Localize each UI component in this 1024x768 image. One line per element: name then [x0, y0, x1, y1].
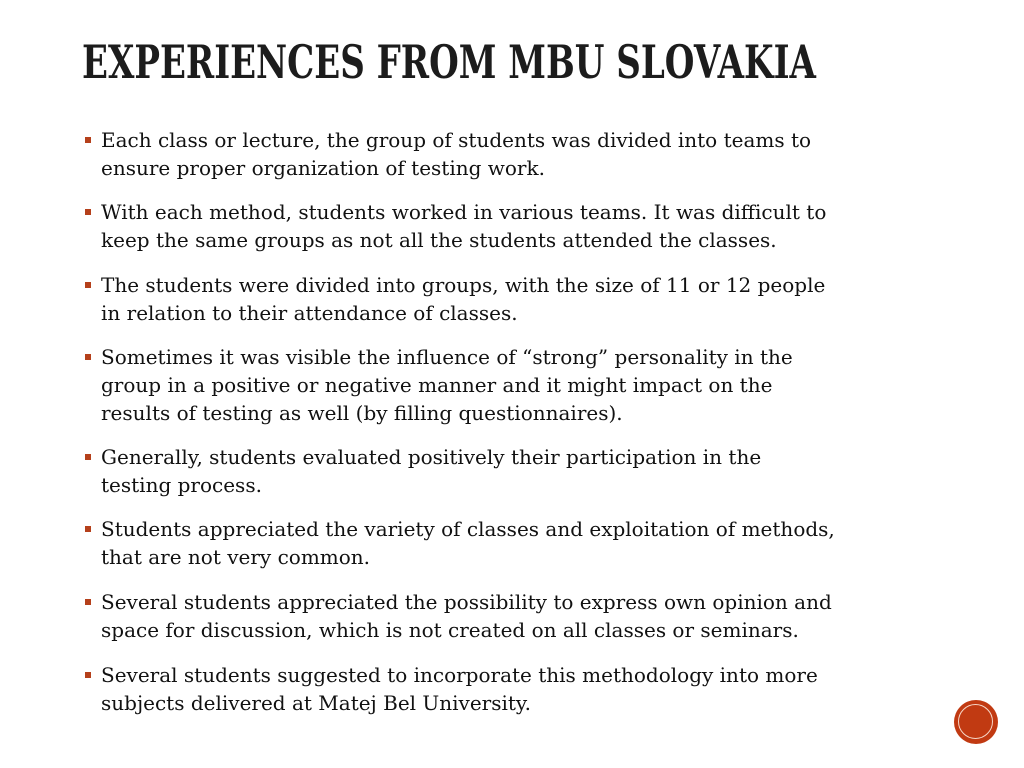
bullet-item [80, 515, 980, 571]
bullet-text-line: Generally, students evaluated positively their participation in the [101, 445, 762, 469]
bullet-text-line: Sometimes it was visible the influence of “strong” personality in the [101, 345, 793, 369]
bullet-text-line: space for discussion, which is not created on all classes or seminars. [101, 618, 799, 642]
bullet-item [80, 343, 980, 427]
square-bullet-icon [85, 354, 91, 360]
bullet-text-line: Several students appreciated the possibility to express own opinion and [101, 590, 832, 614]
slide-title: EXPERIENCES FROM MBU SLOVAKIA [82, 35, 816, 89]
bullet-item [80, 126, 980, 182]
square-bullet-icon [85, 454, 91, 460]
bullet-text-line: With each method, students worked in various teams. It was difficult to [101, 200, 827, 224]
bullet-item [80, 588, 980, 644]
square-bullet-icon [85, 672, 91, 678]
bullet-text-line: results of testing as well (by filling questionnaires). [101, 401, 623, 425]
bullet-text-line: group in a positive or negative manner and it might impact on the [101, 373, 773, 397]
bullet-text-line: that are not very common. [101, 545, 371, 569]
bullet-text-line: Several students suggested to incorporate this methodology into more [101, 663, 818, 687]
bullet-text-line: subjects delivered at Matej Bel University. [101, 691, 531, 715]
bullet-text-line: The students were divided into groups, with the size of 11 or 12 people [101, 273, 826, 297]
square-bullet-icon [85, 137, 91, 143]
bullet-text-line: ensure proper organization of testing work. [101, 156, 545, 180]
square-bullet-icon [85, 282, 91, 288]
square-bullet-icon [85, 209, 91, 215]
bullet-text-line: Each class or lecture, the group of students was divided into teams to [101, 128, 812, 152]
bullet-text-line: testing process. [101, 473, 262, 497]
square-bullet-icon [85, 526, 91, 532]
bullet-item [80, 198, 980, 254]
bullet-item [80, 443, 980, 499]
square-bullet-icon [85, 599, 91, 605]
bullet-item [80, 271, 980, 327]
bullet-text-line: in relation to their attendance of classes. [101, 301, 518, 325]
slide-badge-icon [954, 700, 998, 744]
bullet-text-line: keep the same groups as not all the students attended the classes. [101, 228, 777, 252]
badge-ring [958, 704, 993, 739]
bullet-item [80, 661, 980, 717]
bullet-text-line: Students appreciated the variety of classes and exploitation of methods, [101, 517, 835, 541]
